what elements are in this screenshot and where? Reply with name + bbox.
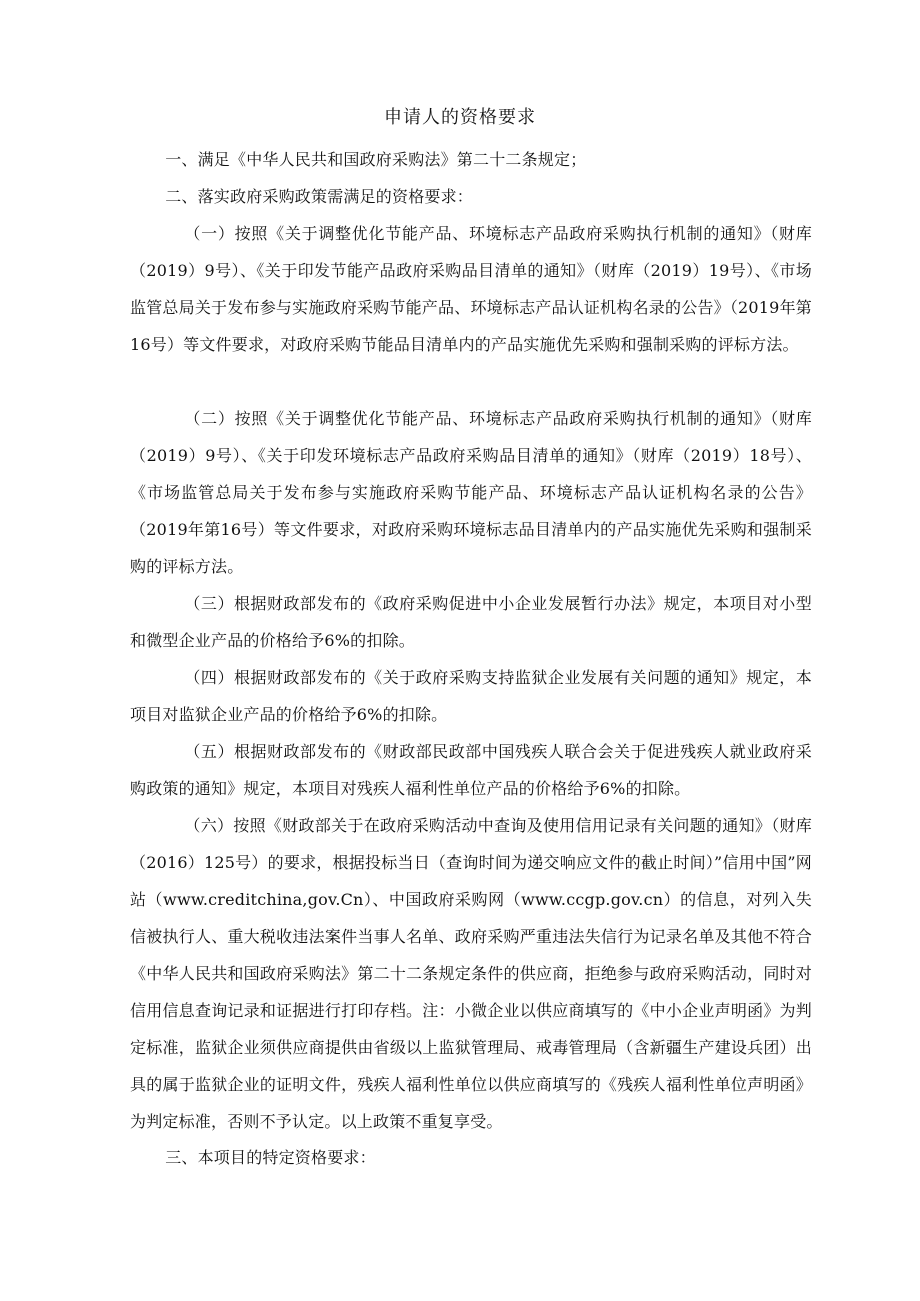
paragraph-8: （六）按照《财政部关于在政府采购活动中查询及使用信用记录有关问题的通知》（财库（2016）125号）的要求，根据投标当日（查询时间为递交响应文件的截止时间）”信用中国”网站（www.creditchina,gov.Cn）、中国政府采购网（www.ccgp.gov.cn）的信息，对列入失信被执行人、重大税收违法案件当事人名单、政府采购严重违法失信行为记录名单及其他不符合《中华人民共和国政府采购法》第二十二条规定条件的供应商，拒绝参与政府采购活动，同时对信用信息查询记录和证据进行打印存档。注：小微企业以供应商填写的《中小企业声明函》为判定标准，监狱企业须供应商提供由省级以上监狱管理局、戒毒管理局（含新疆生产建设兵团）出具的属于监狱企业的证明文件，残疾人福利性单位以供应商填写的《残疾人福利性单位声明函》为判定标准，否则不予认定。以上政策不重复享受。 [130,816,812,1131]
paragraph-3: （一）按照《关于调整优化节能产品、环境标志产品政府采购执行机制的通知》（财库（2019）9号）、《关于印发节能产品政府采购品目清单的通知》（财库（2019）19号）、《市场监管总局关于发布参与实施政府采购节能产品、环境标志产品认证机构名录的公告》（2019年第16号）等文件要求，对政府采购节能品目清单内的产品实施优先采购和强制采购的评标方法。 [130,224,812,354]
paragraph-6: （四）根据财政部发布的《关于政府采购支持监狱企业发展有关问题的通知》规定，本项目对监狱企业产品的价格给予6%的扣除。 [130,668,812,724]
paragraph-1: 一、满足《中华人民共和国政府采购法》第二十二条规定； [165,150,587,169]
paragraph-7: （五）根据财政部发布的《财政部民政部中国残疾人联合会关于促进残疾人就业政府采购政策的通知》规定，本项目对残疾人福利性单位产品的价格给予6%的扣除。 [130,742,812,798]
page-title: 申请人的资格要求 [384,107,536,128]
paragraph-2: 二、落实政府采购政策需满足的资格要求： [165,187,473,206]
paragraph-9: 三、本项目的特定资格要求： [165,1148,376,1167]
paragraph-5: （三）根据财政部发布的《政府采购促进中小企业发展暂行办法》规定，本项目对小型和微型企业产品的价格给予6%的扣除。 [130,594,812,650]
paragraph-4: （二）按照《关于调整优化节能产品、环境标志产品政府采购执行机制的通知》（财库（2019）9号）、《关于印发环境标志产品政府采购品目清单的通知》（财库（2019）18号）、《市场监管总局关于发布参与实施政府采购节能产品、环境标志产品认证机构名录的公告》（2019年第16号）等文件要求，对政府采购环境标志品目清单内的产品实施优先采购和强制采购的评标方法。 [130,409,812,576]
